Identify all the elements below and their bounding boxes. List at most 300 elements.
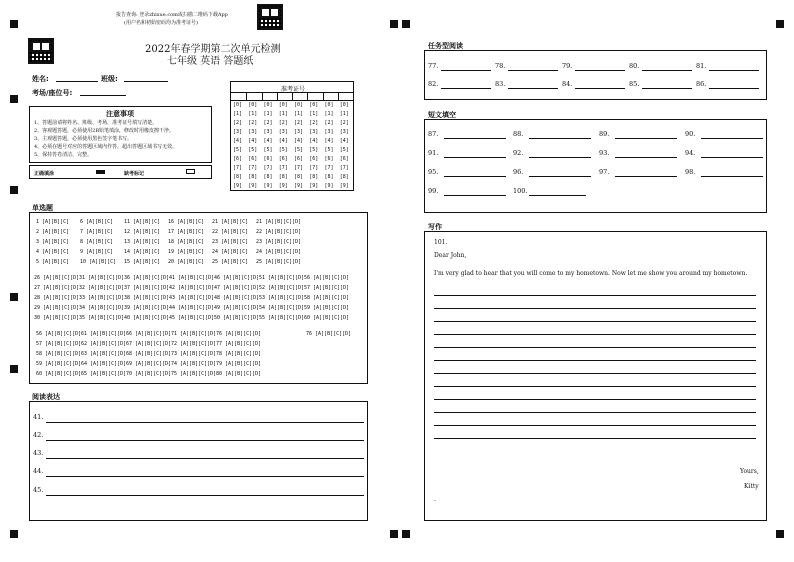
exam-id-digit-bubble[interactable]: [5]: [309, 147, 319, 153]
choice-question-41[interactable]: 41 [A][B][C][D]: [169, 275, 215, 281]
question-number: 97.: [599, 168, 610, 176]
exam-id-digit-bubble[interactable]: [3]: [263, 129, 273, 135]
question-number: 44.: [33, 467, 44, 475]
exam-id-digit-bubble[interactable]: [5]: [233, 147, 243, 153]
choice-question-50[interactable]: 50 [A][B][C][D]: [214, 315, 260, 321]
exam-id-box: [230, 81, 354, 191]
exam-id-digit-bubble[interactable]: [1]: [278, 111, 288, 117]
question-number: 80.: [629, 62, 640, 70]
question-number: 85.: [629, 80, 640, 88]
exam-id-digit-bubble[interactable]: [5]: [324, 147, 334, 153]
choice-question-35[interactable]: 35 [A][B][C][D]: [79, 315, 125, 321]
choice-question-59[interactable]: 59 [A][B][C][D]: [304, 305, 350, 311]
exam-id-digit-bubble[interactable]: [3]: [309, 129, 319, 135]
answer-line[interactable]: [575, 88, 625, 89]
answer-line[interactable]: [701, 157, 763, 158]
exam-id-digit-bubble[interactable]: [2]: [233, 120, 243, 126]
question-number: 84.: [562, 80, 573, 88]
exam-id-digit-bubble[interactable]: [1]: [294, 111, 304, 117]
answer-line[interactable]: [709, 88, 759, 89]
choice-question-44[interactable]: 44 [A][B][C][D]: [169, 305, 215, 311]
notice-box: [29, 106, 212, 163]
notice-title: 注意事项: [106, 110, 134, 118]
exam-id-digit-bubble[interactable]: [7]: [339, 165, 349, 171]
answer-line[interactable]: [441, 70, 491, 71]
choice-question-54[interactable]: 54 [A][B][C][D]: [259, 305, 305, 311]
answer-line[interactable]: [642, 88, 692, 89]
class-field[interactable]: [124, 76, 168, 82]
choice-question-79[interactable]: 79 [A][B][C][D]: [216, 361, 262, 367]
notice-item: 2、客观题答题，必须使用2B铅笔填涂，修改时用橡皮擦干净。: [34, 128, 175, 134]
exam-id-cell-divider: [277, 92, 278, 100]
exam-id-digit-bubble[interactable]: [8]: [324, 174, 334, 180]
question-number: 98.: [685, 168, 696, 176]
registration-mark: [402, 530, 410, 538]
writing-line[interactable]: [434, 438, 756, 439]
exam-id-digit-bubble[interactable]: [1]: [233, 111, 243, 117]
question-number: 41.: [33, 413, 44, 421]
exam-id-digit-bubble[interactable]: [2]: [278, 120, 288, 126]
exam-id-cell-divider: [262, 92, 263, 100]
exam-id-digit-bubble[interactable]: [7]: [233, 165, 243, 171]
choice-question-77[interactable]: 77 [A][B][C][D]: [216, 341, 262, 347]
choice-question-12[interactable]: 12 [A][B][C]: [124, 229, 161, 235]
writing-closing: Yours,: [740, 468, 759, 475]
exam-id-digit-bubble[interactable]: [1]: [263, 111, 273, 117]
choice-question-38[interactable]: 38 [A][B][C][D]: [124, 295, 170, 301]
choice-question-57[interactable]: 57 [A][B][C][D]: [304, 285, 350, 291]
choice-question-42[interactable]: 42 [A][B][C][D]: [169, 285, 215, 291]
exam-id-digit-bubble[interactable]: [6]: [294, 156, 304, 162]
question-number: 81.: [696, 62, 707, 70]
choice-question-21[interactable]: 21 [A][B][C][D]: [256, 219, 302, 225]
exam-id-digit-bubble[interactable]: [6]: [263, 156, 273, 162]
exam-id-digit-bubble[interactable]: [9]: [248, 183, 258, 189]
exam-id-digit-bubble[interactable]: [8]: [294, 174, 304, 180]
exam-id-digit-bubble[interactable]: [9]: [278, 183, 288, 189]
exam-id-digit-bubble[interactable]: [5]: [278, 147, 288, 153]
exam-id-digit-bubble[interactable]: [4]: [263, 138, 273, 144]
exam-id-digit-bubble[interactable]: [8]: [263, 174, 273, 180]
exam-id-digit-bubble[interactable]: [2]: [339, 120, 349, 126]
choice-question-23[interactable]: 23 [A][B][C][D]: [256, 239, 302, 245]
exam-id-digit-bubble[interactable]: [2]: [309, 120, 319, 126]
exam-id-digit-bubble[interactable]: [6]: [233, 156, 243, 162]
exam-id-digit-bubble[interactable]: [9]: [324, 183, 334, 189]
choice-question-56[interactable]: 56 [A][B][C][D]: [36, 331, 82, 337]
choice-question-49[interactable]: 49 [A][B][C][D]: [214, 305, 260, 311]
exam-id-digit-bubble[interactable]: [1]: [309, 111, 319, 117]
question-number: 45.: [33, 486, 44, 494]
choice-question-30[interactable]: 30 [A][B][C][D]: [34, 315, 80, 321]
choice-question-37[interactable]: 37 [A][B][C][D]: [124, 285, 170, 291]
answer-line[interactable]: [46, 476, 364, 477]
writing-box: [424, 231, 767, 521]
question-number: 77.: [428, 62, 439, 70]
missing-exam-label: 缺考标记: [124, 171, 145, 177]
choice-question-61[interactable]: 61 [A][B][C][D]: [81, 331, 127, 337]
choice-question-62[interactable]: 62 [A][B][C][D]: [81, 341, 127, 347]
answer-line[interactable]: [529, 138, 591, 139]
choice-question-9[interactable]: 9 [A][B][C]: [80, 249, 114, 255]
question-number: 42.: [33, 431, 44, 439]
question-number: 90.: [685, 130, 696, 138]
writing-greeting: Dear John,: [434, 252, 467, 259]
question-number: 95.: [428, 168, 439, 176]
exam-id-digit-bubble[interactable]: [9]: [309, 183, 319, 189]
choice-question-67[interactable]: 67 [A][B][C][D]: [126, 341, 172, 347]
exam-id-digit-bubble[interactable]: [8]: [233, 174, 243, 180]
choice-question-22[interactable]: 22 [A][B][C][D]: [256, 229, 302, 235]
exam-id-digit-bubble[interactable]: [6]: [248, 156, 258, 162]
exam-id-digit-bubble[interactable]: [4]: [324, 138, 334, 144]
exam-id-digit-bubble[interactable]: [6]: [339, 156, 349, 162]
choice-question-3[interactable]: 3 [A][B][C]: [36, 239, 70, 245]
registration-mark: [402, 20, 410, 28]
choice-question-71[interactable]: 71 [A][B][C][D]: [171, 331, 217, 337]
exam-id-digit-bubble[interactable]: [7]: [278, 165, 288, 171]
choice-question-72[interactable]: 72 [A][B][C][D]: [171, 341, 217, 347]
choice-question-60[interactable]: 60 [A][B][C][D]: [36, 371, 82, 377]
exam-id-digit-bubble[interactable]: [7]: [248, 165, 258, 171]
choice-question-13[interactable]: 13 [A][B][C]: [124, 239, 161, 245]
exam-id-digit-bubble[interactable]: [1]: [324, 111, 334, 117]
writing-first-line: I'm very glad to hear that you will come to my hometown. Now let me show you around my hometown.: [434, 270, 748, 277]
exam-id-digit-bubble[interactable]: [8]: [339, 174, 349, 180]
choice-question-25[interactable]: 25 [A][B][C][D]: [256, 259, 302, 265]
choice-question-46[interactable]: 46 [A][B][C][D]: [214, 275, 260, 281]
choice-question-21[interactable]: 21 [A][B][C]: [212, 219, 249, 225]
question-number: 91.: [428, 149, 439, 157]
registration-mark: [390, 530, 398, 538]
writing-line[interactable]: [434, 425, 756, 426]
choice-question-75[interactable]: 75 [A][B][C][D]: [171, 371, 217, 377]
question-number: 96.: [513, 168, 524, 176]
choice-question-7[interactable]: 7 [A][B][C]: [80, 229, 114, 235]
registration-mark: [10, 186, 18, 194]
writing-line[interactable]: [434, 295, 756, 296]
choice-question-55[interactable]: 55 [A][B][C][D]: [259, 315, 305, 321]
exam-id-digit-bubble[interactable]: [6]: [309, 156, 319, 162]
qr-code-top: [257, 4, 283, 30]
choice-question-52[interactable]: 52 [A][B][C][D]: [259, 285, 305, 291]
exam-id-digit-bubble[interactable]: [3]: [324, 129, 334, 135]
answer-line[interactable]: [615, 176, 677, 177]
exam-id-digit-bubble[interactable]: [0]: [233, 102, 243, 108]
exam-id-bubbles: [231, 102, 353, 192]
reading-expression-box: [29, 401, 368, 521]
registration-mark: [10, 20, 18, 28]
choice-question-19[interactable]: 19 [A][B][C]: [168, 249, 205, 255]
question-number: 82.: [428, 80, 439, 88]
choice-question-10[interactable]: 10 [A][B][C]: [80, 259, 117, 265]
registration-mark: [10, 293, 18, 301]
exam-id-cell-divider: [338, 92, 339, 100]
answer-line[interactable]: [615, 138, 677, 139]
choice-question-66[interactable]: 66 [A][B][C][D]: [126, 331, 172, 337]
notice-item: 3、主观题答题，必须使用黑色签字笔书写。: [34, 136, 133, 142]
question-number: 92.: [513, 149, 524, 157]
exam-id-cell-divider: [307, 92, 308, 100]
question-number: 93.: [599, 149, 610, 157]
exam-id-digit-bubble[interactable]: [7]: [294, 165, 304, 171]
choice-question-4[interactable]: 4 [A][B][C]: [36, 249, 70, 255]
choice-question-11[interactable]: 11 [A][B][C]: [124, 219, 161, 225]
task-reading-title: 任务型阅读: [428, 42, 463, 50]
question-number: 86.: [696, 80, 707, 88]
choice-question-31[interactable]: 31 [A][B][C][D]: [79, 275, 125, 281]
choice-question-26[interactable]: 26 [A][B][C][D]: [34, 275, 80, 281]
exam-id-digit-bubble[interactable]: [3]: [233, 129, 243, 135]
question-number: 88.: [513, 130, 524, 138]
exam-id-digit-bubble[interactable]: [7]: [263, 165, 273, 171]
exam-id-digit-bubble[interactable]: [5]: [263, 147, 273, 153]
question-number: 99.: [428, 187, 439, 195]
exam-id-digit-bubble[interactable]: [2]: [294, 120, 304, 126]
exam-id-digit-bubble[interactable]: [0]: [309, 102, 319, 108]
question-number: 79.: [562, 62, 573, 70]
choice-question-51[interactable]: 51 [A][B][C][D]: [259, 275, 305, 281]
answer-line[interactable]: [642, 70, 692, 71]
choice-question-80[interactable]: 80 [A][B][C][D]: [216, 371, 262, 377]
choice-question-6[interactable]: 6 [A][B][C]: [80, 219, 114, 225]
choice-question-27[interactable]: 27 [A][B][C][D]: [34, 285, 80, 291]
exam-id-digit-bubble[interactable]: [4]: [233, 138, 243, 144]
answer-line[interactable]: [529, 157, 591, 158]
choice-question-22[interactable]: 22 [A][B][C]: [212, 229, 249, 235]
answer-line[interactable]: [46, 422, 364, 423]
exam-id-digit-bubble[interactable]: [1]: [248, 111, 258, 117]
choice-question-16[interactable]: 16 [A][B][C]: [168, 219, 205, 225]
question-number: 89.: [599, 130, 610, 138]
exam-id-digit-bubble[interactable]: [9]: [233, 183, 243, 189]
choice-question-23[interactable]: 23 [A][B][C]: [212, 239, 249, 245]
exam-id-digit-bubble[interactable]: [3]: [294, 129, 304, 135]
page-subtitle: 七年级 英语 答题纸: [167, 56, 254, 67]
answer-line[interactable]: [529, 195, 586, 196]
choice-question-20[interactable]: 20 [A][B][C]: [168, 259, 205, 265]
cloze-box: [424, 119, 767, 213]
exam-id-digit-bubble[interactable]: [1]: [339, 111, 349, 117]
choice-question-8[interactable]: 8 [A][B][C]: [80, 239, 114, 245]
single-choice-title: 单选题: [32, 204, 53, 212]
answer-line[interactable]: [615, 157, 677, 158]
answer-line[interactable]: [508, 88, 558, 89]
writing-line[interactable]: [434, 386, 756, 387]
exam-id-digit-bubble[interactable]: [7]: [324, 165, 334, 171]
exam-id-digit-bubble[interactable]: [3]: [278, 129, 288, 135]
choice-question-58[interactable]: 58 [A][B][C][D]: [304, 295, 350, 301]
choice-question-74[interactable]: 74 [A][B][C][D]: [171, 361, 217, 367]
exam-id-digit-bubble[interactable]: [4]: [278, 138, 288, 144]
question-number: 83.: [495, 80, 506, 88]
answer-line[interactable]: [701, 176, 763, 177]
exam-id-digit-bubble[interactable]: [5]: [248, 147, 258, 153]
choice-question-60[interactable]: 60 [A][B][C][D]: [304, 315, 350, 321]
answer-line[interactable]: [46, 440, 364, 441]
exam-id-cell-divider: [246, 92, 247, 100]
choice-question-57[interactable]: 57 [A][B][C][D]: [36, 341, 82, 347]
choice-question-64[interactable]: 64 [A][B][C][D]: [81, 361, 127, 367]
answer-line[interactable]: [444, 138, 506, 139]
choice-question-25[interactable]: 25 [A][B][C]: [212, 259, 249, 265]
choice-question-59[interactable]: 59 [A][B][C][D]: [36, 361, 82, 367]
exam-id-digit-bubble[interactable]: [6]: [278, 156, 288, 162]
choice-question-76[interactable]: 76 [A][B][C][D]: [216, 331, 262, 337]
choice-question-15[interactable]: 15 [A][B][C]: [124, 259, 161, 265]
exam-id-cell-divider: [292, 92, 293, 100]
choice-question-48[interactable]: 48 [A][B][C][D]: [214, 295, 260, 301]
writing-line[interactable]: [434, 412, 756, 413]
choice-question-17[interactable]: 17 [A][B][C]: [168, 229, 205, 235]
answer-line[interactable]: [709, 70, 759, 71]
registration-mark: [10, 530, 18, 538]
exam-id-digit-bubble[interactable]: [0]: [339, 102, 349, 108]
correct-fill-sample: [96, 170, 105, 174]
answer-line[interactable]: [575, 70, 625, 71]
choice-question-65[interactable]: 65 [A][B][C][D]: [81, 371, 127, 377]
exam-id-digit-bubble[interactable]: [9]: [294, 183, 304, 189]
task-reading-box: [424, 50, 767, 100]
cloze-title: 短文填空: [428, 111, 456, 119]
choice-question-70[interactable]: 70 [A][B][C][D]: [126, 371, 172, 377]
choice-question-29[interactable]: 29 [A][B][C][D]: [34, 305, 80, 311]
writing-line[interactable]: [434, 334, 756, 335]
choice-question-32[interactable]: 32 [A][B][C][D]: [79, 285, 125, 291]
choice-question-56[interactable]: 56 [A][B][C][D]: [304, 275, 350, 281]
exam-id-digit-bubble[interactable]: [9]: [339, 183, 349, 189]
writing-title: 写作: [428, 223, 442, 231]
writing-line[interactable]: [434, 321, 756, 322]
choice-question-33[interactable]: 33 [A][B][C][D]: [79, 295, 125, 301]
question-number: 43.: [33, 449, 44, 457]
exam-id-digit-bubble[interactable]: [0]: [278, 102, 288, 108]
exam-id-digit-bubble[interactable]: [0]: [294, 102, 304, 108]
choice-question-1[interactable]: 1 [A][B][C]: [36, 219, 70, 225]
exam-id-digit-bubble[interactable]: [5]: [339, 147, 349, 153]
writing-line[interactable]: [434, 399, 756, 400]
question-number: 100.: [513, 187, 528, 195]
choice-question-78[interactable]: 78 [A][B][C][D]: [216, 351, 262, 357]
writing-dot: .: [434, 496, 436, 503]
exam-id-digit-bubble[interactable]: [4]: [294, 138, 304, 144]
choice-question-18[interactable]: 18 [A][B][C]: [168, 239, 205, 245]
report-notice: 报告查询: 登录zhixue.com或扫描二维码下载App: [116, 12, 228, 18]
missing-exam-checkbox[interactable]: [186, 169, 195, 174]
choice-question-53[interactable]: 53 [A][B][C][D]: [259, 295, 305, 301]
exam-id-digit-bubble[interactable]: [9]: [263, 183, 273, 189]
exam-id-digit-bubble[interactable]: [4]: [339, 138, 349, 144]
seat-field[interactable]: [80, 90, 126, 96]
name-field[interactable]: [56, 76, 98, 82]
choice-question-63[interactable]: 63 [A][B][C][D]: [81, 351, 127, 357]
answer-line[interactable]: [701, 138, 763, 139]
choice-question-2[interactable]: 2 [A][B][C]: [36, 229, 70, 235]
choice-question-5[interactable]: 5 [A][B][C]: [36, 259, 70, 265]
exam-id-digit-bubble[interactable]: [2]: [248, 120, 258, 126]
answer-line[interactable]: [529, 176, 591, 177]
exam-id-digit-bubble[interactable]: [8]: [309, 174, 319, 180]
page-title: 2022年春学期第二次单元检测: [145, 44, 281, 55]
correct-fill-label: 正确填涂: [34, 171, 55, 177]
choice-question-58[interactable]: 58 [A][B][C][D]: [36, 351, 82, 357]
writing-number: 101.: [434, 239, 448, 246]
choice-question-14[interactable]: 14 [A][B][C]: [124, 249, 161, 255]
question-number: 94.: [685, 149, 696, 157]
writing-line[interactable]: [434, 347, 756, 348]
registration-mark: [390, 20, 398, 28]
single-choice-box: [29, 212, 368, 384]
choice-question-45[interactable]: 45 [A][B][C][D]: [169, 315, 215, 321]
answer-line[interactable]: [46, 458, 364, 459]
choice-question-28[interactable]: 28 [A][B][C][D]: [34, 295, 80, 301]
writing-signature: Kitty: [744, 483, 759, 490]
answer-line[interactable]: [508, 70, 558, 71]
exam-id-digit-bubble[interactable]: [8]: [278, 174, 288, 180]
writing-line[interactable]: [434, 373, 756, 374]
notice-item: 5、保持答卷清洁、完整。: [34, 152, 93, 158]
exam-id-cell-divider: [323, 92, 324, 100]
choice-question-39[interactable]: 39 [A][B][C][D]: [124, 305, 170, 311]
password-notice: (用户名和初始密码均为准考证号): [124, 20, 198, 26]
exam-id-digit-bubble[interactable]: [3]: [339, 129, 349, 135]
exam-id-digit-bubble[interactable]: [6]: [324, 156, 334, 162]
exam-id-digit-bubble[interactable]: [5]: [294, 147, 304, 153]
question-number: 78.: [495, 62, 506, 70]
exam-id-write-cells: [231, 92, 353, 100]
seat-label: 考场/座位号:: [32, 89, 73, 97]
choice-question-69[interactable]: 69 [A][B][C][D]: [126, 361, 172, 367]
answer-line[interactable]: [46, 495, 364, 496]
exam-id-digit-bubble[interactable]: [4]: [248, 138, 258, 144]
choice-question-76[interactable]: 76 [A][B][C][D]: [306, 331, 352, 337]
answer-line[interactable]: [444, 176, 506, 177]
answer-line[interactable]: [441, 88, 491, 89]
choice-question-36[interactable]: 36 [A][B][C][D]: [124, 275, 170, 281]
notice-item: 1、答题前请将姓名、班级、考场、准考证号填写清楚。: [34, 120, 158, 126]
exam-id-digit-bubble[interactable]: [7]: [309, 165, 319, 171]
exam-id-digit-bubble[interactable]: [2]: [324, 120, 334, 126]
exam-id-digit-bubble[interactable]: [2]: [263, 120, 273, 126]
choice-question-24[interactable]: 24 [A][B][C][D]: [256, 249, 302, 255]
exam-id-digit-bubble[interactable]: [8]: [248, 174, 258, 180]
choice-question-40[interactable]: 40 [A][B][C][D]: [124, 315, 170, 321]
fill-example-box: [29, 165, 212, 179]
answer-line[interactable]: [444, 157, 506, 158]
choice-question-34[interactable]: 34 [A][B][C][D]: [79, 305, 125, 311]
reading-expression-title: 阅读表达: [32, 393, 60, 401]
exam-id-title: 准考证号: [281, 86, 306, 93]
exam-id-digit-bubble[interactable]: [0]: [248, 102, 258, 108]
choice-question-47[interactable]: 47 [A][B][C][D]: [214, 285, 260, 291]
registration-mark: [776, 530, 784, 538]
answer-line[interactable]: [444, 195, 506, 196]
qr-code-left: [28, 38, 54, 64]
class-label: 班级:: [101, 75, 118, 83]
exam-id-digit-bubble[interactable]: [0]: [324, 102, 334, 108]
registration-mark: [776, 20, 784, 28]
writing-line[interactable]: [434, 360, 756, 361]
choice-question-43[interactable]: 43 [A][B][C][D]: [169, 295, 215, 301]
exam-id-digit-bubble[interactable]: [0]: [263, 102, 273, 108]
exam-id-digit-bubble[interactable]: [4]: [309, 138, 319, 144]
choice-question-24[interactable]: 24 [A][B][C]: [212, 249, 249, 255]
name-label: 姓名:: [32, 75, 49, 83]
choice-question-68[interactable]: 68 [A][B][C][D]: [126, 351, 172, 357]
exam-id-digit-bubble[interactable]: [3]: [248, 129, 258, 135]
choice-question-73[interactable]: 73 [A][B][C][D]: [171, 351, 217, 357]
writing-line[interactable]: [434, 308, 756, 309]
